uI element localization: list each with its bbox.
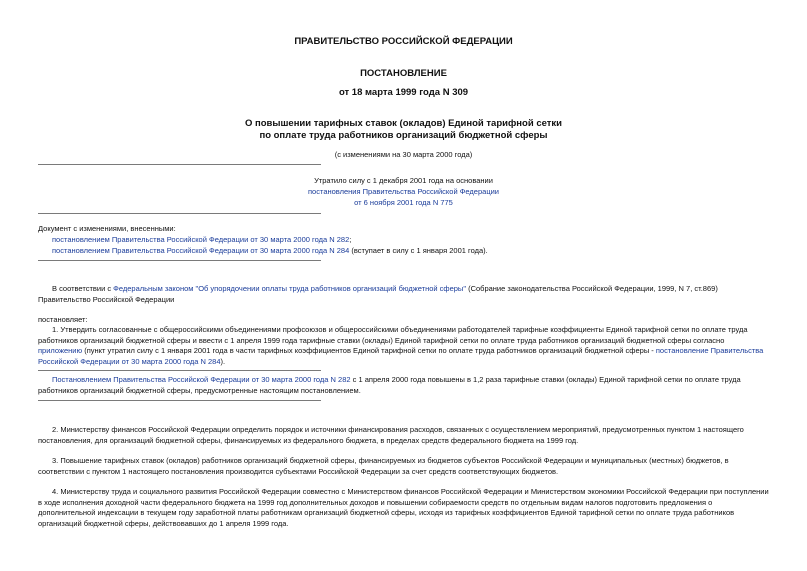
repeal-decree-link-date[interactable]: от 6 ноября 2001 года N 775 bbox=[354, 198, 453, 207]
document-type: ПОСТАНОВЛЕНИЕ bbox=[360, 68, 447, 79]
document-title-line-1: О повышении тарифных ставок (окладов) Единой тарифной сетки bbox=[244, 118, 563, 129]
government-heading: ПРАВИТЕЛЬСТВО РОССИЙСКОЙ ФЕДЕРАЦИИ bbox=[294, 36, 513, 47]
repeal-status: Утратило силу с 1 декабря 2001 года на основании bbox=[314, 176, 493, 185]
paragraph-1: 1. Утвердить согласованные с общероссийскими объединениями профсоюзов и общероссийскими объединениями работодателей тарифные коэффициенты Единой тарифной сетки по оплате труда работников организаций бюджетной сферы и ввести с 1 апреля 1999 года тарифные ставки (оклады) Единой тарифной сетки по оплате труда работников организаций бюджетной сферы согласно приложению (пункт утратил силу с 1 января 2001 года в части тарифных коэффициентов Единой тарифной сетки по оплате труда работников организаций бюджетной сферы - постановление Правительства Российской Федерации от 30 марта 2000 года N 284). bbox=[38, 325, 764, 366]
amendment-link-284[interactable]: постановлением Правительства Российской Федерации от 30 марта 2000 года N 284 bbox=[52, 246, 350, 255]
amendment-note: (с изменениями на 30 марта 2000 года) bbox=[334, 150, 473, 159]
amendment-link-282[interactable]: постановлением Правительства Российской Федерации от 30 марта 2000 года N 282 bbox=[52, 235, 350, 244]
decree-284-link[interactable]: постановление Правительства Российской Федерации от 30 марта 2000 года N 284 bbox=[38, 346, 764, 366]
amendment-item-2: постановлением Правительства Российской Федерации от 30 марта 2000 года N 284 (вступает в силу с 1 января 2001 года). bbox=[52, 246, 488, 255]
amendments-intro: Документ с изменениями, внесенными: bbox=[38, 224, 176, 233]
appendix-link[interactable]: приложению bbox=[38, 346, 83, 356]
note-paragraph: Постановлением Правительства Российской Федерации от 30 марта 2000 года N 282 с 1 апреля 2000 года повышены в 1,2 раза тарифные ставки (оклады) Единой тарифной сетки по оплате труда работников организаций бюджетной сферы, предусмотренные настоящим постановлением. bbox=[38, 375, 741, 395]
divider bbox=[38, 164, 321, 165]
repeal-decree-link[interactable]: постановления Правительства Российской Федерации bbox=[307, 187, 499, 196]
divider bbox=[38, 213, 321, 214]
paragraph-4: 4. Министерству труда и социального развития Российской Федерации совместно с Министерством финансов Российской Федерации и Министерством экономики Российской Федерации при поступлении в ходе исполнения доходной части федерального бюджета на 1999 год дополнительных доходов и повышении собираемости средств по отдельным видам налогов подготовить предложения о дополнительной индексации в текущем году заработной платы работникам организаций бюджетной сферы, исходя из тарифных коэффициентов Единой тарифной сетки по оплате труда работников организаций бюджетной сферы, действовавших до 1 апреля 1999 года. bbox=[38, 487, 769, 528]
paragraph-2: 2. Министерству финансов Российской Федерации определить порядок и источники финансирования расходов, связанных с осуществлением мероприятий, предусмотренных пунктом 1 настоящего постановления, для организаций бюджетной сферы, финансируемых из федерального бюджета, в пределах средств федерального бюджета на 1999 год. bbox=[38, 425, 744, 445]
divider bbox=[38, 370, 321, 371]
divider bbox=[38, 260, 321, 261]
document-title-line-2: по оплате труда работников организаций бюджетной сферы bbox=[259, 130, 548, 141]
amendment-item-1: постановлением Правительства Российской Федерации от 30 марта 2000 года N 282; bbox=[52, 235, 352, 244]
preamble-paragraph: В соответствии с Федеральным законом "Об упорядочении оплаты труда работников организаций бюджетной сферы" (Собрание законодательства Российской Федерации, 1999, N 7, ст.869) Правительство Российской Федерации bbox=[38, 284, 718, 304]
document-date: от 18 марта 1999 года N 309 bbox=[338, 87, 469, 98]
decree-282-link[interactable]: Постановлением Правительства Российской Федерации от 30 марта 2000 года N 282 bbox=[52, 375, 351, 384]
federal-law-link[interactable]: Федеральным законом "Об упорядочении оплаты труда работников организаций бюджетной сферы" bbox=[113, 284, 466, 293]
resolves-text: постановляет: bbox=[38, 315, 88, 324]
divider bbox=[38, 400, 321, 401]
paragraph-3: 3. Повышение тарифных ставок (окладов) работников организаций бюджетной сферы, финансируемых из бюджетов субъектов Российской Федерации и муниципальных (местных) бюджетов, в соответствии с пунктом 1 настоящего постановления производится субъектами Российской Федерации за счет средств соответствующих бюджетов. bbox=[38, 456, 729, 476]
